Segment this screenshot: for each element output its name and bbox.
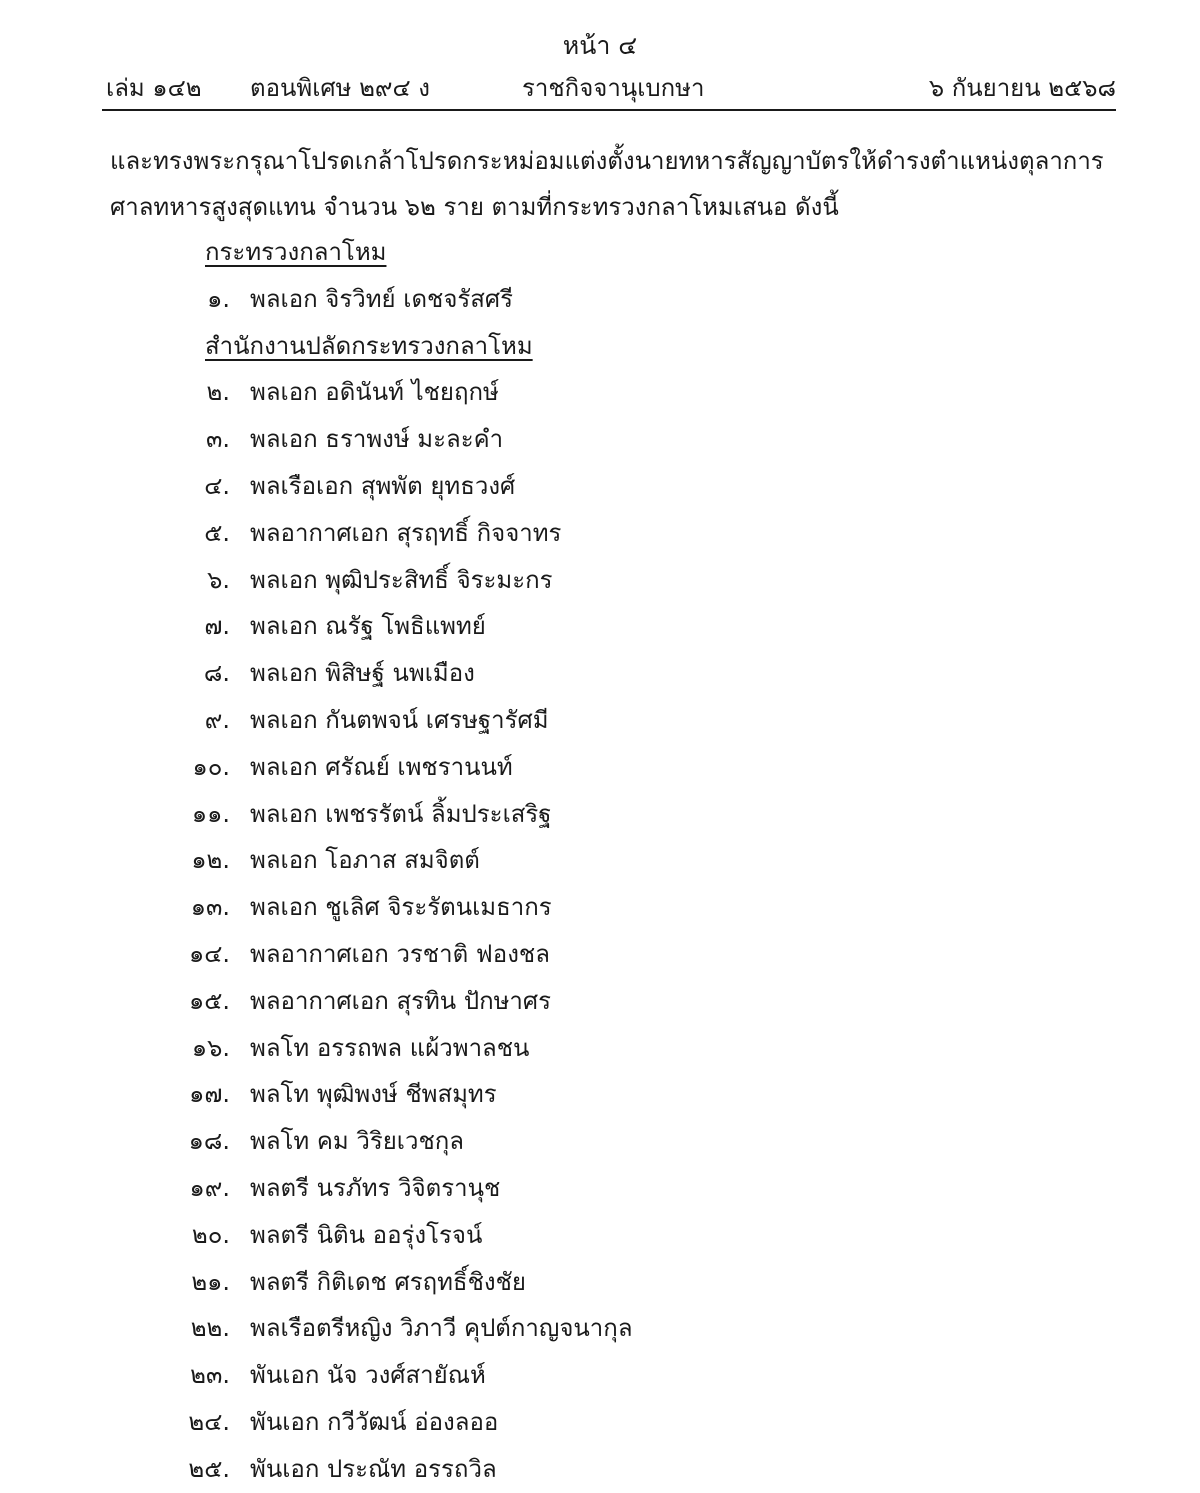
list-item — [0, 369, 1200, 416]
entry-number: ๕. — [204, 518, 230, 547]
appointee-name: พลตรี นิติน ออรุ่งโรจน์ — [250, 1220, 483, 1249]
list-item — [0, 1305, 1200, 1352]
entry-number: ๑๑. — [191, 799, 230, 828]
entry-number: ๒๕. — [188, 1454, 230, 1483]
appointee-name: พลโท พุฒิพงษ์ ชีพสมุทร — [250, 1080, 497, 1109]
entry-number: ๑๔. — [188, 939, 230, 968]
page-number: หน้า ๔ — [562, 31, 638, 60]
volume-label: เล่ม ๑๔๒ — [106, 74, 202, 102]
entry-number: ๑๕. — [188, 986, 230, 1015]
list-item — [0, 744, 1200, 791]
entry-number: ๘. — [203, 659, 230, 688]
appointee-name: พลตรี นรภัทร วิจิตรานุช — [250, 1173, 501, 1202]
entry-number: ๑๘. — [188, 1127, 230, 1156]
appointee-name: พันเอก ประณัท อรรถวิล — [250, 1454, 497, 1483]
appointee-name: พลเอก เพชรรัตน์ ลิ้มประเสริฐ — [250, 799, 552, 828]
list-item — [0, 1118, 1200, 1165]
intro-paragraph — [110, 138, 1110, 230]
list-item — [0, 931, 1200, 978]
entry-number: ๒๐. — [191, 1220, 230, 1249]
list-item — [0, 1352, 1200, 1399]
list-item — [0, 837, 1200, 884]
intro-line-2: ศาลทหารสูงสุดแทน จำนวน ๖๒ ราย ตามที่กระทรวงกลาโหมเสนอ ดังนี้ — [110, 193, 839, 221]
appointee-roster — [0, 229, 1200, 1493]
entry-number: ๓. — [205, 425, 230, 454]
entry-number: ๔. — [204, 471, 230, 500]
list-item — [0, 1399, 1200, 1446]
list-item — [0, 1071, 1200, 1118]
appointee-name: พันเอก นัจ วงศ์สายัณห์ — [250, 1361, 486, 1390]
list-item — [0, 276, 1200, 323]
entry-number: ๑. — [207, 284, 230, 313]
list-item — [0, 697, 1200, 744]
appointee-name: พลเอก ณรัฐ โพธิแพทย์ — [250, 612, 486, 641]
appointee-name: พลเอก โอภาส สมจิตต์ — [250, 846, 480, 875]
entry-number: ๖. — [207, 565, 230, 594]
entry-number: ๒๑. — [191, 1267, 230, 1296]
appointee-name: พลเอก อดินันท์ ไชยฤกษ์ — [250, 378, 499, 407]
appointee-name: พลอากาศเอก วรชาติ ฟองชล — [250, 939, 550, 968]
appointee-name: พลโท คม วิริยเวชกุล — [250, 1127, 465, 1156]
entry-number: ๒๓. — [190, 1361, 230, 1390]
entry-number: ๑๙. — [189, 1173, 230, 1202]
appointee-name: พลเอก กันตพจน์ เศรษฐารัศมี — [250, 705, 549, 734]
appointee-name: พลเรือตรีหญิง วิภาวี คุปต์กาญจนากุล — [250, 1314, 633, 1343]
appointee-name: พลเอก ชูเลิศ จิระรัตนเมธากร — [250, 893, 552, 922]
list-item — [0, 603, 1200, 650]
intro-line-1: และทรงพระกรุณาโปรดเกล้าโปรดกระหม่อมแต่งตั้งนายทหารสัญญาบัตรให้ดำรงตำแหน่งตุลาการ — [110, 147, 1104, 175]
appointee-name: พลเอก พุฒิประสิทธิ์ จิระมะกร — [250, 565, 553, 594]
appointee-name: พลเอก ธราพงษ์ มะละคำ — [250, 425, 504, 454]
entry-number: ๒๒. — [190, 1314, 230, 1343]
list-item — [0, 1212, 1200, 1259]
appointee-name: พลตรี กิติเดช ศรฤทธิ์ชิงชัย — [250, 1267, 526, 1296]
appointee-name: พันเอก กวีวัฒน์ อ่องลออ — [250, 1407, 499, 1436]
list-item — [0, 557, 1200, 604]
list-item — [0, 791, 1200, 838]
entry-number: ๑๒. — [191, 846, 230, 875]
issue-label: ตอนพิเศษ ๒๙๔ ง — [250, 74, 431, 102]
publication-date: ๖ กันยายน ๒๕๖๘ — [928, 74, 1116, 102]
appointee-name: พลอากาศเอก สุรฤทธิ์ กิจจาทร — [250, 518, 562, 547]
entry-number: ๑๐. — [192, 752, 230, 781]
appointee-name: พลโท อรรถพล แผ้วพาลชน — [250, 1033, 530, 1062]
list-item — [0, 884, 1200, 931]
list-item — [0, 1025, 1200, 1072]
entry-number: ๒. — [206, 378, 230, 407]
list-item — [0, 650, 1200, 697]
list-item — [0, 1165, 1200, 1212]
entry-number: ๑๓. — [190, 893, 230, 922]
header-divider — [102, 109, 1116, 111]
entry-number: ๒๔. — [188, 1407, 230, 1436]
entry-number: ๑๖. — [191, 1033, 230, 1062]
list-item — [0, 978, 1200, 1025]
list-item — [0, 1446, 1200, 1493]
list-item — [0, 510, 1200, 557]
gazette-header — [106, 68, 1116, 108]
list-item — [0, 1259, 1200, 1306]
appointee-name: พลเอก ศรัณย์ เพชรานนท์ — [250, 752, 513, 781]
publication-title: ราชกิจจานุเบกษา — [522, 74, 705, 102]
appointee-name: พลเอก จิรวิทย์ เดชจรัสศรี — [250, 284, 514, 313]
section-heading: กระทรวงกลาโหม — [205, 238, 387, 266]
appointee-name: พลอากาศเอก สุรทิน ปักษาศร — [250, 986, 552, 1015]
list-item — [0, 463, 1200, 510]
entry-number: ๑๗. — [189, 1080, 230, 1109]
entry-number: ๗. — [204, 612, 230, 641]
entry-number: ๙. — [204, 705, 230, 734]
appointee-name: พลเอก พิสิษฐ์ นพเมือง — [250, 659, 475, 688]
appointee-name: พลเรือเอก สุพพัต ยุทธวงศ์ — [250, 471, 516, 500]
section-heading: สำนักงานปลัดกระทรวงกลาโหม — [205, 331, 533, 360]
list-item — [0, 416, 1200, 463]
